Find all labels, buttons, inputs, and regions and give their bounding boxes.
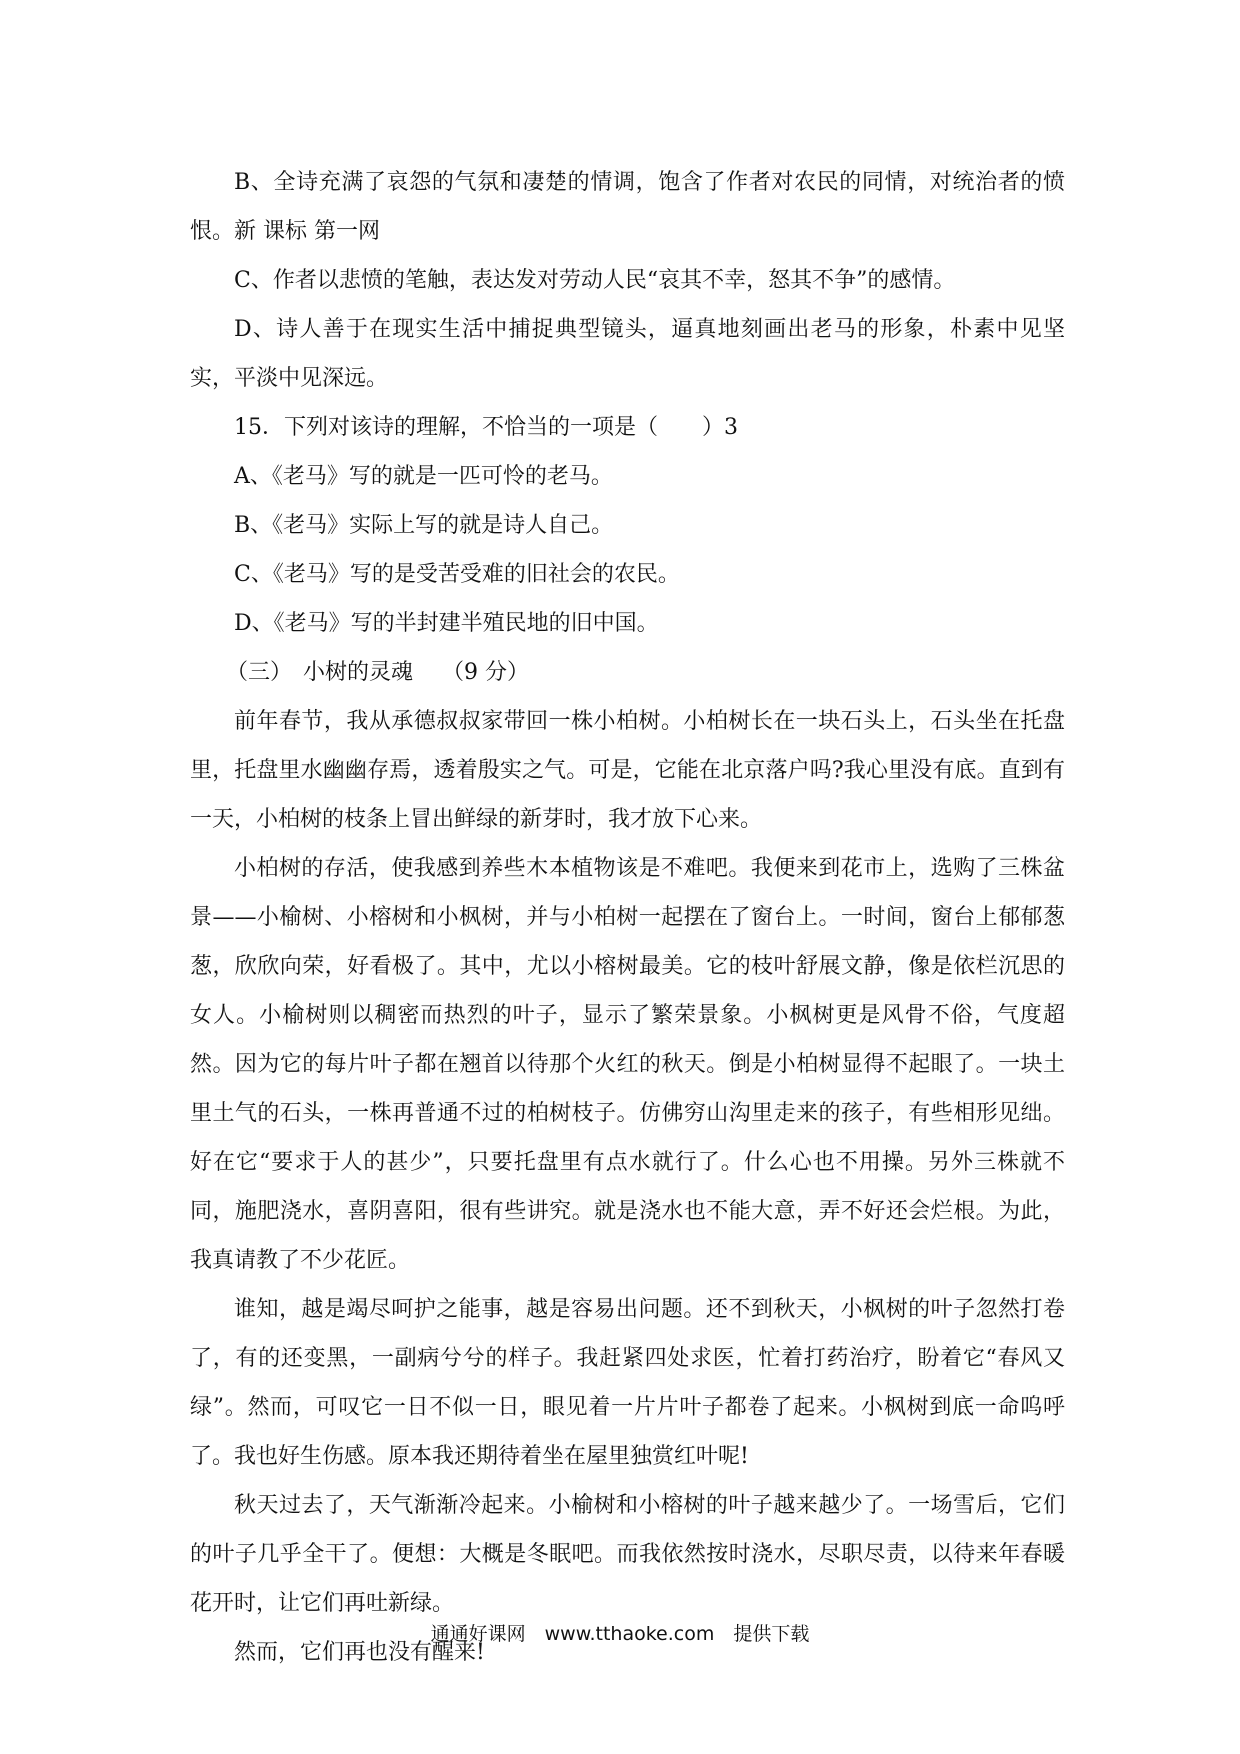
q15-option-c: C、《老马》写的是受苦受难的旧社会的农民。: [234, 562, 680, 587]
page-footer: 通通好课网 www.tthaoke.com 提供下载: [430, 1623, 810, 1645]
q14-option-b: B、全诗充满了哀怨的气氛和凄楚的情调，饱含了作者对农民的同情，对统治者的愤恨。新 课标 第一网: [190, 170, 1065, 244]
document-body: [190, 158, 1065, 1677]
q14-option-c: C、作者以悲愤的笔触，表达发对劳动人民“哀其不幸，怒其不争”的感情。: [234, 268, 956, 293]
q14-option-d: D、诗人善于在现实生活中捕捉典型镜头，逼真地刻画出老马的形象，朴素中见坚实，平淡中见深远。: [190, 317, 1065, 391]
passage-paragraph-4: 秋天过去了，天气渐渐冷起来。小榆树和小榕树的叶子越来越少了。一场雪后，它们的叶子几乎全干了。便想：大概是冬眠吧。而我依然按时浇水，尽职尽责，以待来年春暖花开时，让它们再吐新绿。: [190, 1493, 1065, 1616]
q15-option-d: D、《老马》写的半封建半殖民地的旧中国。: [234, 611, 659, 636]
section-3-title: （三） 小树的灵魂 （9 分）: [226, 660, 529, 685]
passage-paragraph-1: 前年春节，我从承德叔叔家带回一株小柏树。小柏树长在一块石头上，石头坐在托盘里，托盘里水幽幽存焉，透着殷实之气。可是，它能在北京落户吗?我心里没有底。直到有一天，小柏树的枝条上冒出鲜绿的新芽时，我才放下心来。: [190, 709, 1065, 832]
passage-paragraph-5: 然而，它们再也没有醒来!: [234, 1640, 485, 1665]
q15-option-a: A、《老马》写的就是一匹可怜的老马。: [234, 464, 613, 489]
passage-paragraph-3: 谁知，越是竭尽呵护之能事，越是容易出问题。还不到秋天，小枫树的叶子忽然打卷了，有的还变黑，一副病兮兮的样子。我赶紧四处求医，忙着打药治疗，盼着它“春风又绿”。然而，可叹它一日不似一日，眼见着一片片叶子都卷了起来。小枫树到底一命呜呼了。我也好生伤感。原本我还期待着坐在屋里独赏红叶呢!: [190, 1297, 1065, 1469]
passage-paragraph-2: 小柏树的存活，使我感到养些木本植物该是不难吧。我便来到花市上，选购了三株盆景——小榆树、小榕树和小枫树，并与小柏树一起摆在了窗台上。一时间，窗台上郁郁葱葱，欣欣向荣，好看极了。其中，尤以小榕树最美。它的枝叶舒展文静，像是依栏沉思的女人。小榆树则以稠密而热烈的叶子，显示了繁荣景象。小枫树更是风骨不俗，气度超然。因为它的每片叶子都在翘首以待那个火红的秋天。倒是小柏树显得不起眼了。一块土里土气的石头，一株再普通不过的柏树枝子。仿佛穷山沟里走来的孩子，有些相形见绌。好在它“要求于人的甚少”，只要托盘里有点水就行了。什么心也不用操。另外三株就不同，施肥浇水，喜阴喜阳，很有些讲究。就是浇水也不能大意，弄不好还会烂根。为此，我真请教了不少花匠。: [190, 856, 1065, 1273]
q15-stem: 15．下列对该诗的理解，不恰当的一项是（ ）3: [234, 415, 738, 440]
q15-option-b: B、《老马》实际上写的就是诗人自己。: [234, 513, 614, 538]
